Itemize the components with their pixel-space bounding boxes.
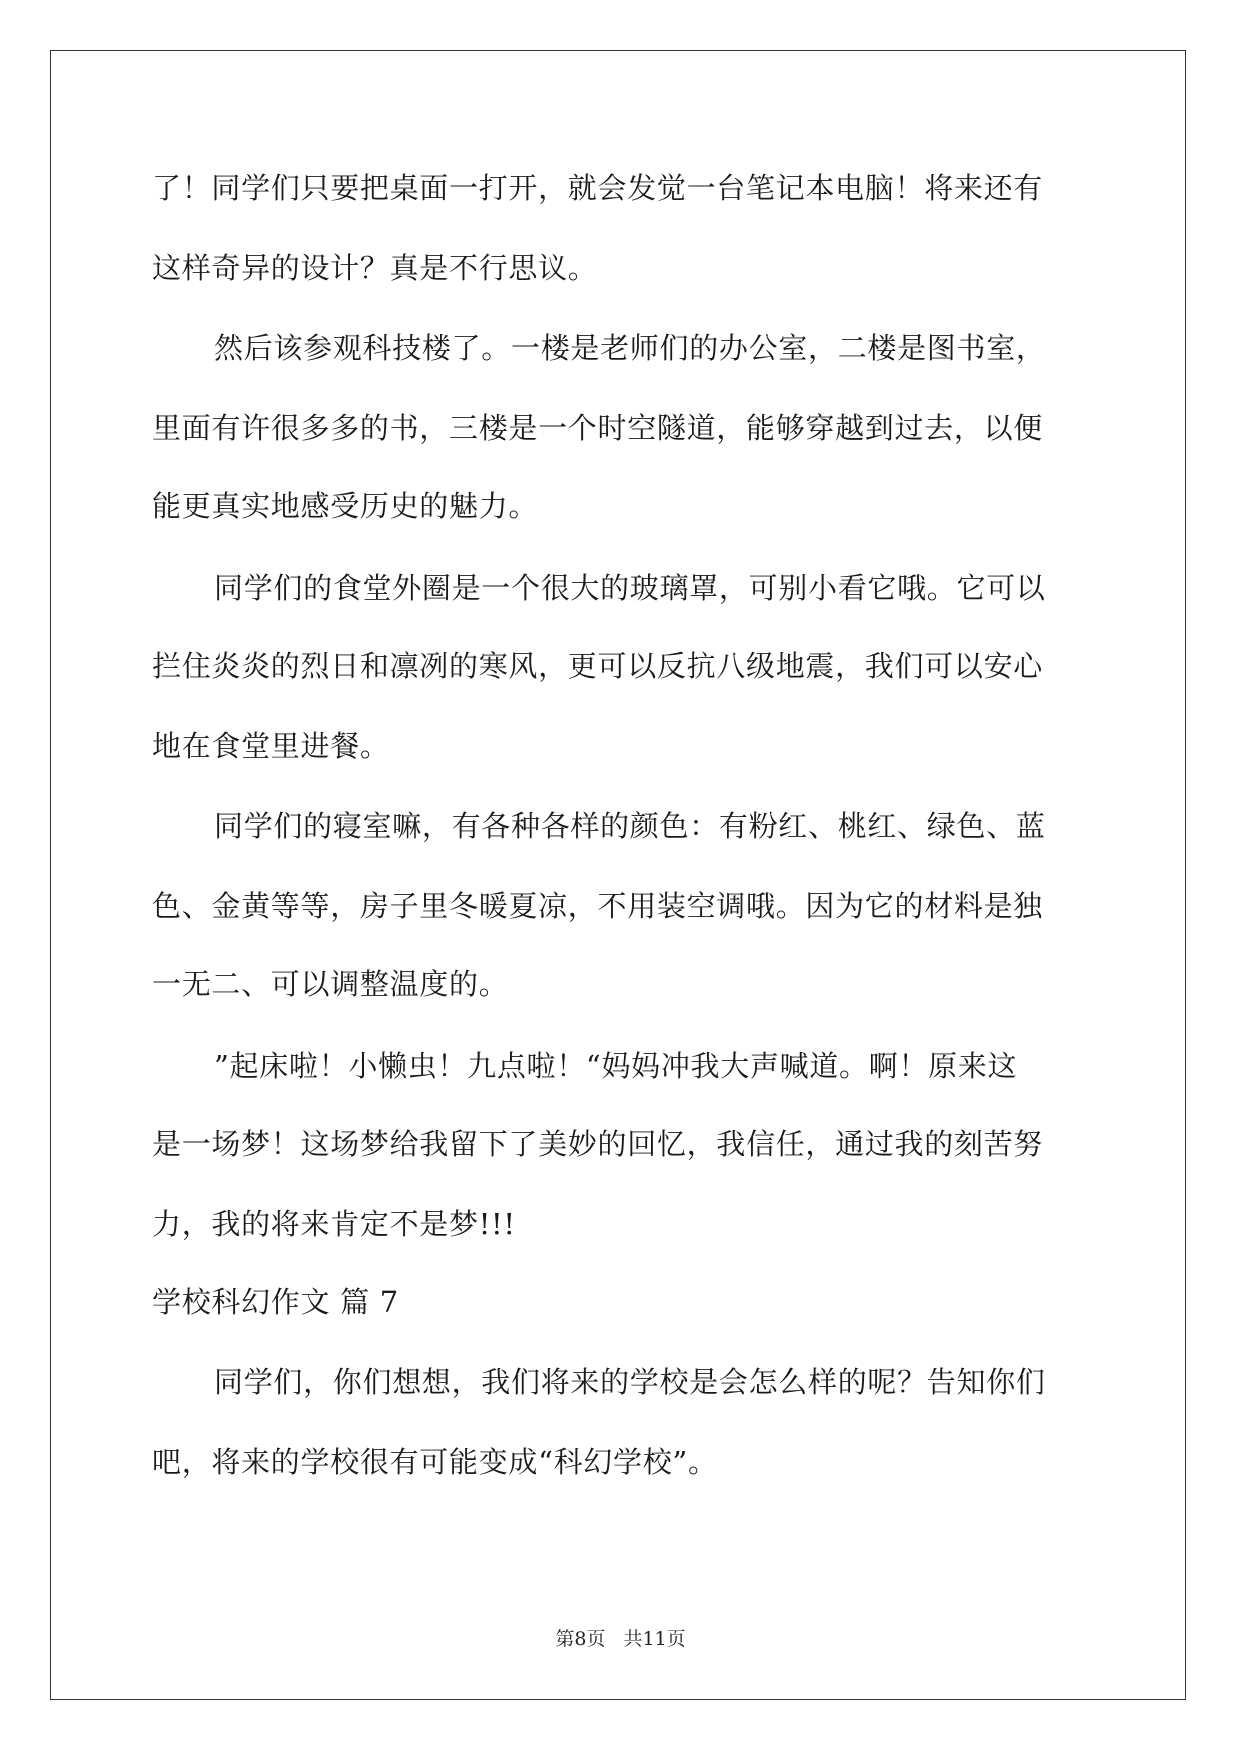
text-line: 了！同学们只要把桌面一打开，就会发觉一台笔记本电脑！将来还有: [152, 171, 1044, 205]
paragraph-start: 然后该参观科技楼了。一楼是老师们的办公室，二楼是图书室，: [214, 331, 1046, 365]
text-line: 里面有许很多多的书，三楼是一个时空隧道，能够穿越到过去，以便: [152, 411, 1044, 445]
text-line: 色、金黄等等，房子里冬暖夏凉，不用装空调哦。因为它的材料是独: [152, 889, 1044, 923]
text-line: 是一场梦！这场梦给我留下了美妙的回忆，我信任，通过我的刻苦努: [152, 1127, 1044, 1161]
section-heading: 学校科幻作文 篇 7: [152, 1285, 399, 1319]
paragraph-start: 同学们的寝室嘛，有各种各样的颜色：有粉红、桃红、绿色、蓝: [214, 809, 1046, 843]
text-line: 地在食堂里进餐。: [152, 729, 390, 763]
paragraph-start: 同学们的食堂外圈是一个很大的玻璃罩，可别小看它哦。它可以: [214, 571, 1046, 605]
text-line: 这样奇异的设计？真是不行思议。: [152, 251, 598, 285]
paragraph-start: 同学们，你们想想，我们将来的学校是会怎么样的呢？告知你们: [214, 1365, 1046, 1399]
page-total: 共11页: [623, 1628, 686, 1650]
text-line: 拦住炎炎的烈日和凛冽的寒风，更可以反抗八级地震，我们可以安心: [152, 649, 1044, 683]
page-number: 第8页: [555, 1628, 606, 1650]
text-line: 一无二、可以调整温度的。: [152, 967, 509, 1001]
text-line: 能更真实地感受历史的魅力。: [152, 489, 539, 523]
text-line: 吧，将来的学校很有可能变成“科幻学校”。: [152, 1445, 718, 1479]
text-line: 力，我的将来肯定不是梦!!!: [152, 1207, 516, 1241]
page-footer: [0, 1627, 1241, 1651]
paragraph-start: ”起床啦！小懒虫！九点啦！“妈妈冲我大声喊道。啊！原来这: [214, 1049, 1018, 1083]
